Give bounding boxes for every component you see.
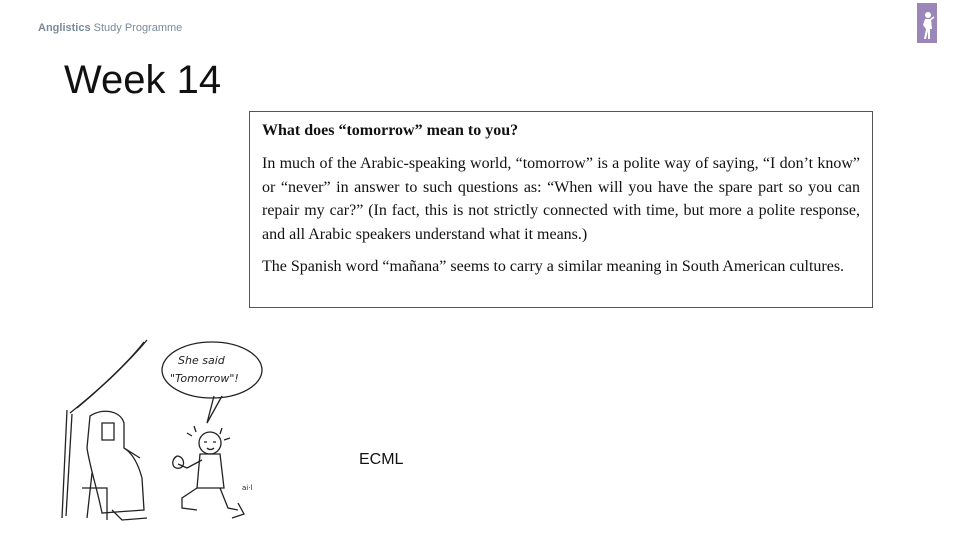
header-programme: Study Programme — [93, 22, 183, 34]
slide-title: Week 14 — [64, 58, 222, 102]
figure-logo-icon — [917, 3, 937, 43]
textbox-paragraph-2: The Spanish word “mañana” seems to carry a similar meaning in South American cultures. — [262, 258, 845, 275]
programme-header — [38, 22, 182, 34]
textbox-question: What does “tomorrow” mean to you? — [262, 122, 519, 139]
header-brand: Anglistics — [38, 22, 91, 34]
source-label: ECML — [359, 451, 404, 468]
speech-line-1: She said — [178, 354, 225, 367]
svg-text:ai·l: ai·l — [242, 484, 253, 492]
quote-textbox — [249, 111, 873, 308]
university-logo — [917, 3, 937, 43]
cartoon-illustration — [52, 338, 267, 528]
textbox-paragraph-1: In much of the Arabic-speaking world, “tomorrow” is a polite way of saying, “I don’t know” or “never” in answer to such questions as: “When will you have the spare part so you can repair my car?” (In fact, this is not strictly connected with time, but more a polite response, and all Arabic speakers understand what it means.) — [262, 155, 860, 243]
speech-line-2: "Tomorrow"! — [170, 372, 239, 385]
